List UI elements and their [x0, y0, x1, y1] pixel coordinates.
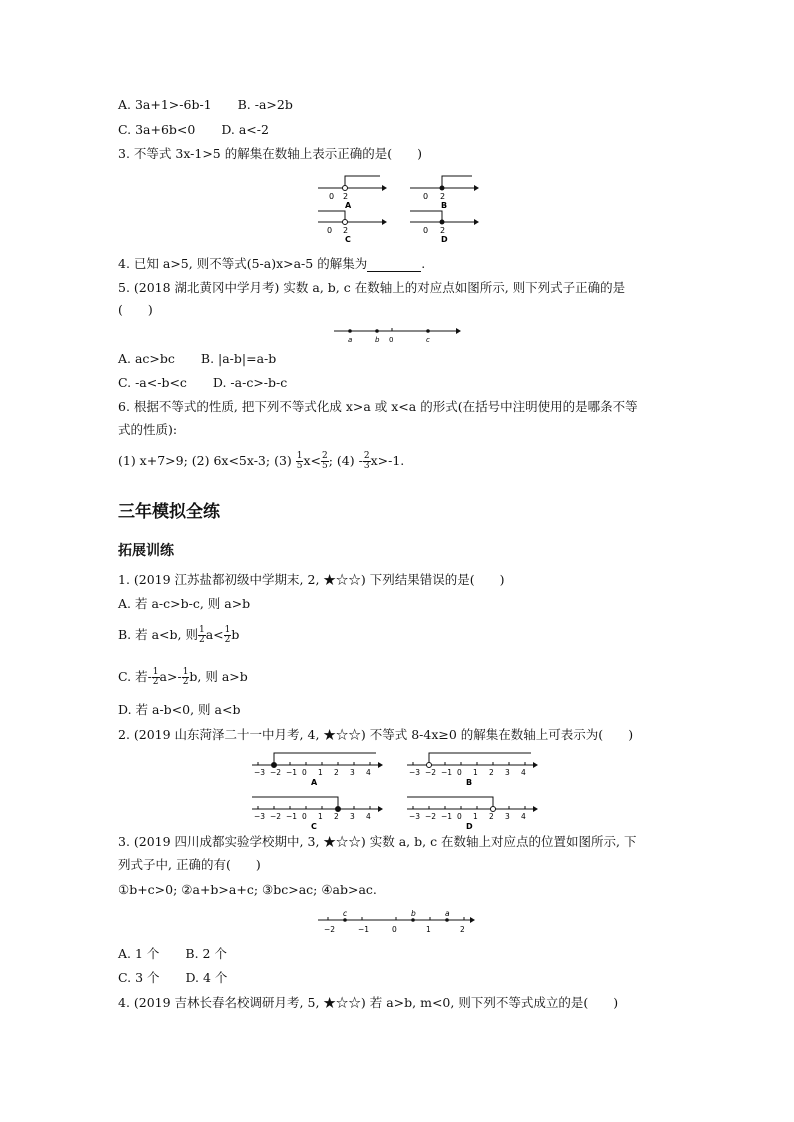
tick-label: −2 — [270, 768, 282, 777]
endpoint — [491, 807, 496, 812]
tick-label: 3 — [350, 812, 355, 821]
tick-label: −3 — [254, 768, 266, 777]
option-b: B. 2 个 — [185, 946, 227, 961]
tick-label: 1 — [473, 768, 478, 777]
label-c: C — [345, 235, 351, 244]
option-c: C. 3a+6b<0 — [118, 122, 196, 137]
tick-label: 4 — [366, 812, 371, 821]
q5-number-line — [330, 324, 465, 346]
label-d: D — [441, 235, 448, 244]
option-c: C. 3 个 — [118, 970, 160, 985]
tick-label: −2 — [324, 925, 336, 934]
e2-diagram-b — [407, 753, 538, 787]
q3-diagram-d — [410, 211, 479, 244]
tick-label: 0 — [302, 812, 307, 821]
tick-label: 2 — [489, 812, 494, 821]
tick-label: −3 — [409, 812, 421, 821]
tick-2: 2 — [440, 192, 446, 201]
point — [343, 918, 347, 922]
fraction: $\frac{1}{2}$ — [152, 667, 159, 687]
q3-diagram-c — [318, 211, 387, 244]
label-b: B — [441, 201, 448, 210]
diagram-label: C — [311, 822, 317, 831]
tick-2: 2 — [343, 192, 349, 201]
tick-label: 2 — [460, 925, 465, 934]
option-a: A. 1 个 — [118, 946, 160, 961]
exercise-3-stem-cont: 列式子中, 正确的有( ) — [118, 857, 261, 872]
options-row — [118, 351, 276, 367]
tick-label: 1 — [473, 812, 478, 821]
q3-diagram-b — [410, 176, 479, 210]
options-row — [118, 97, 293, 113]
q3-number-line-diagrams — [310, 170, 470, 250]
point-label: a — [445, 909, 450, 918]
option-d: D. -a-c>-b-c — [212, 375, 288, 390]
option-d: D. 若 a-b<0, 则 a<b — [118, 702, 241, 717]
tick-2: 2 — [343, 226, 349, 235]
tick-label: 2 — [334, 812, 339, 821]
question-5-paren: ( ) — [118, 302, 153, 317]
tick-label: 3 — [505, 812, 510, 821]
tick-label: −1 — [286, 768, 298, 777]
tick-label: 3 — [505, 768, 510, 777]
option-c: C. 若- $\frac{1}{2}$ a>- $\frac{1}{2}$ b, 则 a>b — [118, 667, 248, 687]
exercise-4-stem: 4. (2019 吉林长春名校调研月考, 5, ★☆☆) 若 a>b, m<0, 则下列不等式成立的是( ) — [118, 995, 619, 1010]
e2-diagram-a — [252, 753, 383, 787]
option-a: A. ac>bc — [118, 351, 175, 366]
options-row — [118, 970, 227, 986]
label-b: b — [375, 336, 380, 344]
diagram-label: A — [311, 778, 318, 787]
options-row — [118, 122, 269, 138]
tick-label: 0 — [392, 925, 397, 934]
exercise-2-stem: 2. (2019 山东菏泽二十一中月考, 4, ★☆☆) 不等式 8-4x≥0 的解集在数轴上可表示为( ) — [118, 727, 634, 742]
fraction: $\frac{1}{5}$ — [296, 451, 303, 471]
e2-number-line-diagrams — [248, 745, 548, 830]
question-3-stem: 3. 不等式 3x-1>5 的解集在数轴上表示正确的是( ) — [118, 146, 422, 161]
option-b: B. |a-b|=a-b — [200, 351, 277, 366]
e2-diagram-c — [252, 797, 383, 831]
endpoint — [427, 763, 432, 768]
point — [445, 918, 449, 922]
question-6-stem-cont: 式的性质): — [118, 422, 178, 437]
diagram-label: B — [466, 778, 473, 787]
fraction: $\frac{1}{2}$ — [198, 625, 205, 645]
exercise-3-items: ①b+c>0; ②a+b>a+c; ③bc>ac; ④ab>ac. — [118, 882, 377, 897]
option-b: B. -a>2b — [237, 97, 293, 112]
tick-label: 0 — [457, 768, 462, 777]
point-label: c — [343, 909, 348, 918]
tick-label: 1 — [426, 925, 431, 934]
question-6-stem: 6. 根据不等式的性质, 把下列不等式化成 x>a 或 x<a 的形式(在括号中注明使用的是哪条不等 — [118, 399, 638, 414]
tick-label: 1 — [318, 812, 323, 821]
tick-label: 4 — [521, 768, 526, 777]
tick-2: 2 — [440, 226, 446, 235]
fraction: $\frac{2}{5}$ — [322, 451, 328, 471]
options-row — [118, 946, 227, 962]
e3-number-line — [314, 909, 479, 935]
tick-0: 0 — [329, 192, 335, 201]
endpoint — [336, 807, 341, 812]
tick-0: 0 — [327, 226, 333, 235]
q3-diagram-a — [318, 176, 387, 210]
label-c: c — [426, 336, 430, 344]
option-a: A. 若 a-c>b-c, 则 a>b — [118, 596, 251, 611]
tick-label: −1 — [358, 925, 370, 934]
label-a: A — [345, 201, 352, 210]
tick-label: −3 — [409, 768, 421, 777]
option-d: D. a<-2 — [221, 122, 269, 137]
tick-label: 0 — [457, 812, 462, 821]
tick-label: 2 — [334, 768, 339, 777]
fraction: $\frac{1}{2}$ — [224, 625, 231, 645]
tick-label: −1 — [441, 768, 453, 777]
tick-label: 3 — [350, 768, 355, 777]
tick-label: 0 — [302, 768, 307, 777]
tick-label: −3 — [254, 812, 266, 821]
tick-label: 4 — [521, 812, 526, 821]
tick-label: −2 — [425, 812, 437, 821]
tick-0: 0 — [423, 192, 429, 201]
question-6-parts: (1) x+7>9; (2) 6x<5x-3; (3) $\frac{1}{5}$ x< $\frac{2}{5}$ ; (4) - $\frac{2}{3}$ x>-1. — [118, 451, 405, 471]
option-a: A. 3a+1>-6b-1 — [118, 97, 212, 112]
tick-0: 0 — [423, 226, 429, 235]
diagram-label: D — [466, 822, 473, 831]
option-c: C. -a<-b<c — [118, 375, 187, 390]
question-4-stem: 4. 已知 a>5, 则不等式(5-a)x>a-5 的解集为 . — [118, 256, 426, 271]
fraction: $\frac{2}{3}$ — [363, 451, 370, 471]
option-d: D. 4 个 — [185, 970, 228, 985]
tick-label: −1 — [286, 812, 298, 821]
tick-label: 2 — [489, 768, 494, 777]
label-0: 0 — [389, 336, 394, 344]
question-5-stem: 5. (2018 湖北黄冈中学月考) 实数 a, b, c 在数轴上的对应点如图所示, 则下列式子正确的是 — [118, 280, 626, 295]
point-label: b — [411, 909, 416, 918]
options-row — [118, 375, 287, 391]
tick-label: −2 — [270, 812, 282, 821]
exercise-3-stem: 3. (2019 四川成都实验学校期中, 3, ★☆☆) 实数 a, b, c 在数轴上对应点的位置如图所示, 下 — [118, 834, 637, 849]
exercise-1-stem: 1. (2019 江苏盐都初级中学期末, 2, ★☆☆) 下列结果错误的是( ) — [118, 572, 505, 587]
section-title: 三年模拟全练 — [118, 502, 220, 522]
section-subtitle: 拓展训练 — [118, 543, 174, 559]
answer-blank[interactable] — [367, 259, 421, 272]
option-b: B. 若 a<b, 则 $\frac{1}{2}$ a< $\frac{1}{2}$ b — [118, 625, 240, 645]
tick-label: 1 — [318, 768, 323, 777]
tick-label: −1 — [441, 812, 453, 821]
e2-diagram-d — [407, 797, 538, 831]
fraction: $\frac{1}{2}$ — [182, 667, 189, 687]
endpoint — [272, 763, 277, 768]
tick-label: 4 — [366, 768, 371, 777]
point — [411, 918, 415, 922]
label-a: a — [348, 336, 353, 344]
tick-label: −2 — [425, 768, 437, 777]
